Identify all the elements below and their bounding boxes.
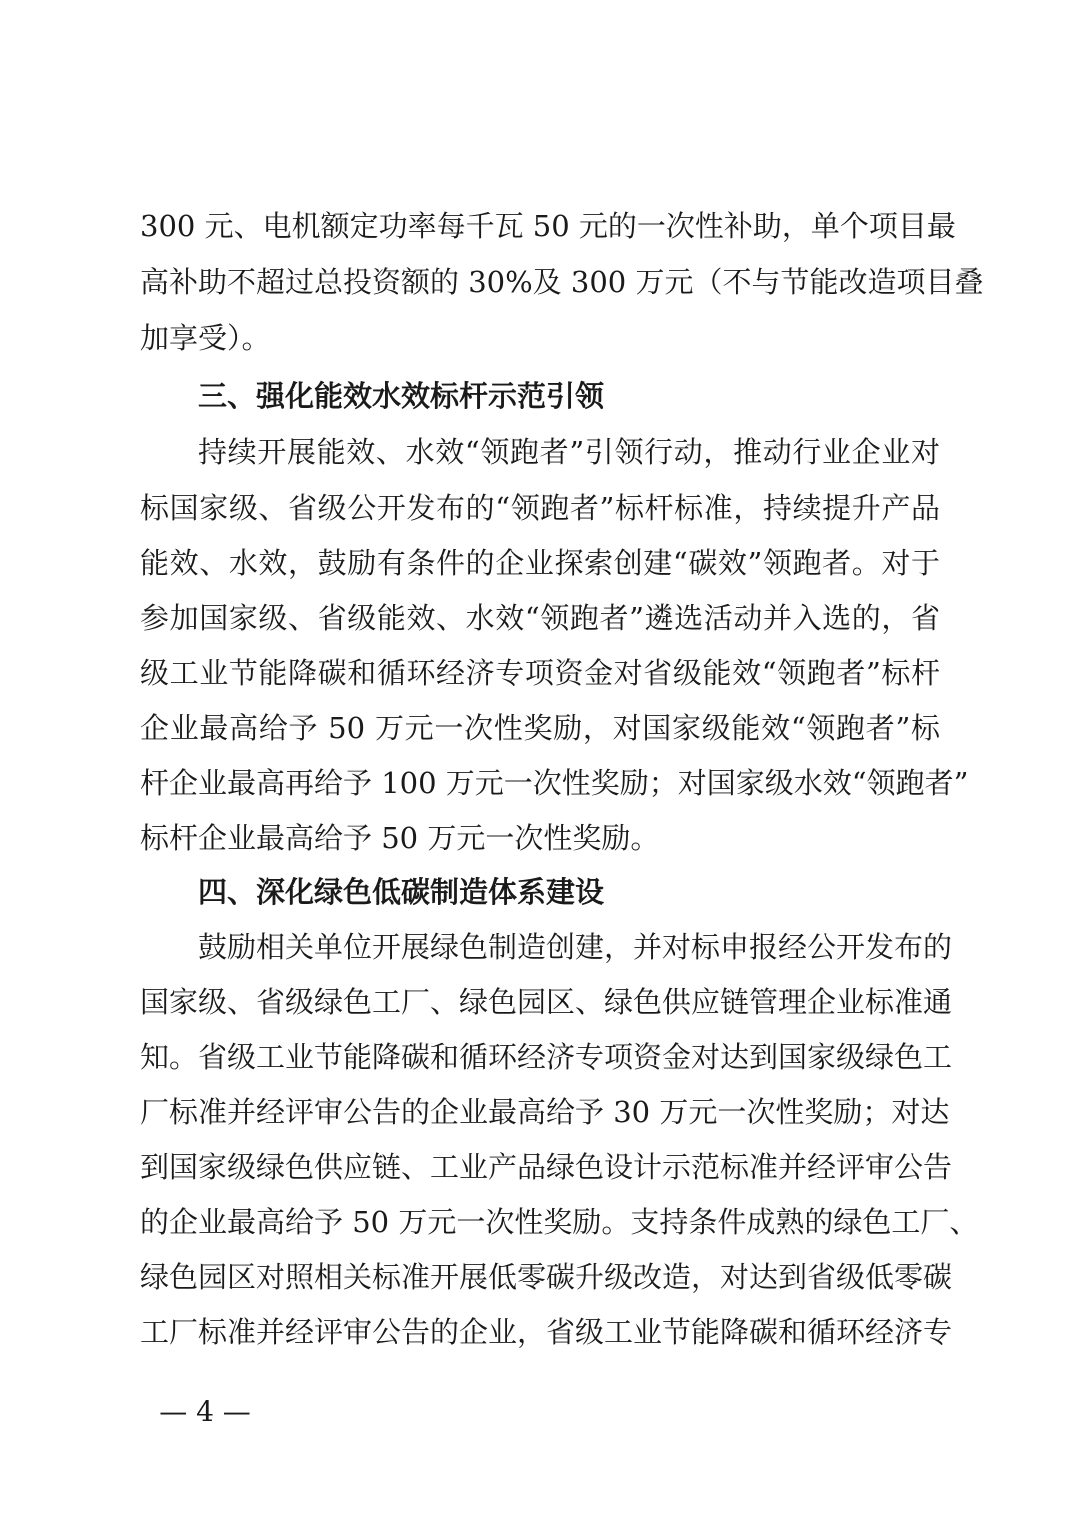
- paragraph-line: 300 元、电机额定功率每千瓦 50 元的一次性补助，单个项目最: [140, 209, 956, 243]
- paragraph-line: 标国家级、省级公开发布的“领跑者”标杆标准，持续提升产品: [140, 491, 940, 525]
- paragraph-line: 企业最高给予 50 万元一次性奖励，对国家级能效“领跑者”标: [140, 711, 940, 745]
- paragraph-line: 工厂标准并经评审公告的企业，省级工业节能降碳和循环经济专: [140, 1315, 953, 1349]
- section-heading: 四、深化绿色低碳制造体系建设: [198, 875, 605, 909]
- paragraph-line: 国家级、省级绿色工厂、绿色园区、绿色供应链管理企业标准通: [140, 985, 953, 1019]
- paragraph-line: 加享受）。: [140, 321, 271, 355]
- paragraph-line: 级工业节能降碳和循环经济专项资金对省级能效“领跑者”标杆: [140, 656, 940, 690]
- paragraph-line: 参加国家级、省级能效、水效“领跑者”遴选活动并入选的，省: [140, 601, 940, 635]
- paragraph-line: 厂标准并经评审公告的企业最高给予 30 万元一次性奖励；对达: [140, 1095, 950, 1129]
- page-number: — 4 —: [159, 1395, 251, 1428]
- paragraph-line: 高补助不超过总投资额的 30%及 300 万元（不与节能改造项目叠: [140, 265, 984, 299]
- paragraph-line: 能效、水效，鼓励有条件的企业探索创建“碳效”领跑者。对于: [140, 546, 940, 580]
- paragraph-line: 持续开展能效、水效“领跑者”引领行动，推动行业企业对: [198, 435, 940, 469]
- paragraph-line: 到国家级绿色供应链、工业产品绿色设计示范标准并经评审公告: [140, 1150, 953, 1184]
- paragraph-line: 杆企业最高再给予 100 万元一次性奖励；对国家级水效“领跑者”: [140, 766, 969, 800]
- paragraph-line: 鼓励相关单位开展绿色制造创建，并对标申报经公开发布的: [198, 930, 953, 964]
- section-heading: 三、强化能效水效标杆示范引领: [198, 379, 605, 413]
- paragraph-line: 知。省级工业节能降碳和循环经济专项资金对达到国家级绿色工: [140, 1040, 953, 1074]
- paragraph-line: 的企业最高给予 50 万元一次性奖励。支持条件成熟的绿色工厂、: [140, 1205, 979, 1239]
- paragraph-line: 绿色园区对照相关标准开展低零碳升级改造，对达到省级低零碳: [140, 1260, 953, 1294]
- paragraph-line: 标杆企业最高给予 50 万元一次性奖励。: [140, 821, 660, 855]
